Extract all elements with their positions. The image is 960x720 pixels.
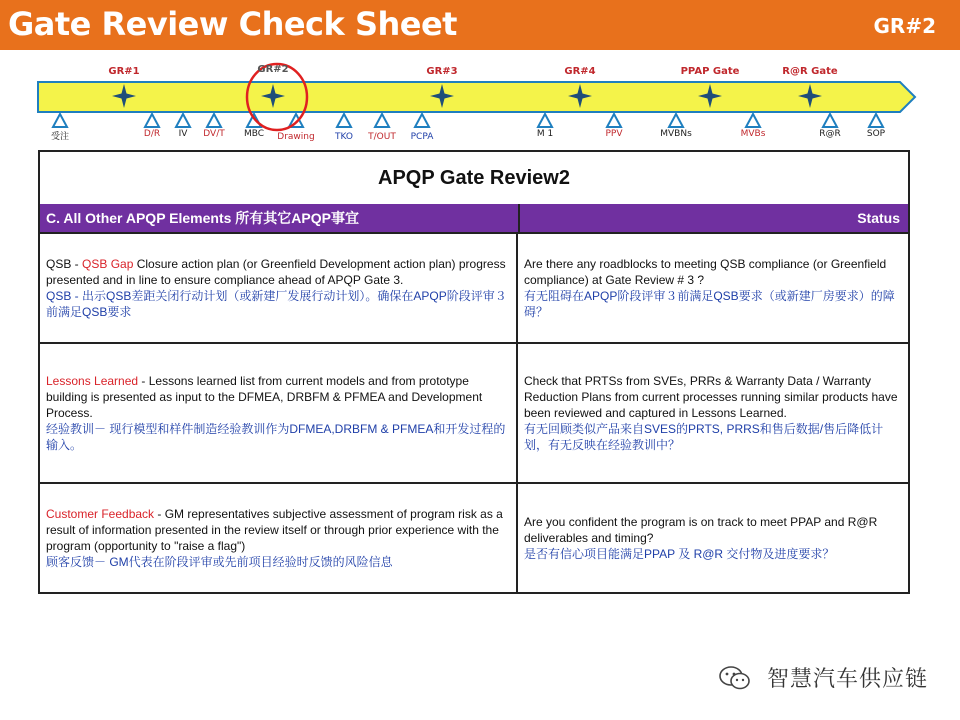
milestone-triangle-icon [869,114,883,127]
milestone-label: M 1 [536,129,554,139]
milestone-triangle-icon [538,114,552,127]
table-row [40,234,908,344]
row-status-cell: Are you confident the program is on track to meet PPAP and R@R deliverables and timing? 是否有信心项目能满足PPAP 及 R@R 交付物及进度要求？ [524,515,878,561]
gate-timeline [0,52,960,152]
gate-label: GR#3 [426,66,458,77]
status-header: Status [857,210,900,226]
milestone-triangle-icon [145,114,159,127]
row-status-cell: Are there any roadblocks to meeting QSB compliance (or Greenfield compliance) at Gate Review # 3 ? 有无阻碍在APQP阶段评审３前满足QSB要求（或新建厂房要求）的障碍？ [524,257,895,319]
milestone-label: D/R [143,129,161,139]
milestone-label: PPV [605,129,623,139]
milestone-label: MBC [243,129,265,139]
milestone-label: T/OUT [368,132,396,142]
milestone-label: SOP [866,129,886,139]
review-sheet [38,150,910,594]
milestone-triangle-icon [669,114,683,127]
gate-label: PPAP Gate [680,66,740,77]
milestone-triangle-icon [337,114,351,127]
milestone-triangle-icon [247,114,261,127]
wechat-icon [718,664,752,692]
header-bar [0,0,960,50]
milestone-triangle-icon [375,114,389,127]
milestone-triangle-icon [415,114,429,127]
milestone-label: MVBs [740,129,766,139]
milestone-triangle-icon [176,114,190,127]
gate-label: GR#2 [257,64,289,75]
milestone-label: MVBNs [660,129,692,139]
gate-code: GR#2 [873,14,936,38]
milestone-triangle-icon [207,114,221,127]
row-criteria-cell: Lessons Learned - Lessons learned list from current models and from prototype building is presented as input to the DFMEA, DRBFM & PFMEA and Development Process. 经验教训－ 现行模型和样件制造经验教训作为DFMEA,DRBFM & PFMEA和开发过程的输入。 [40,344,518,482]
gate-label: GR#4 [564,66,596,77]
row-status-cell: Check that PRTSs from SVEs, PRRs & Warranty Data / Warranty Reduction Plans from current processes running similar products have been reviewed and captured in Lessons Learned. 有无回顾类似产品来自SVES的PRTS, PRRS和售后数据/售后降低计划，有无反映在经验教训中？ [524,374,898,452]
section-title: C. All Other APQP Elements 所有其它APQP事宜 [46,210,359,226]
milestone-label: PCPA [410,132,434,142]
gate-label: R@R Gate [782,66,838,77]
watermark-text: 智慧汽车供应链 [766,667,928,692]
table-row [40,344,908,484]
section-header [40,204,908,234]
milestone-triangle-icon [746,114,760,127]
milestone-label: TKO [335,132,353,142]
page-title: Gate Review Check Sheet [8,5,457,43]
milestone-triangle-icon [823,114,837,127]
row-criteria-cell: Customer Feedback - GM representatives subjective assessment of program risk as a result of information presented in the review itself or through prior experience with the program (opportunity to "raise a flag") 顾客反馈－ GM代表在阶段评审或先前项目经验时反馈的风险信息 [40,484,518,592]
milestone-triangle-icon [53,114,67,127]
gate-label: GR#1 [108,66,140,77]
table-row [40,484,908,592]
milestone-label: R@R [819,129,841,139]
milestone-label: Drawing [277,132,315,142]
milestone-label: DV/T [203,129,225,139]
row-criteria-cell: QSB - QSB Gap Closure action plan (or Greenfield Development action plan) progress presented and in line to ensure compliance ahead of APQP Gate 3. QSB - 出示QSB差距关闭行动计划（或新建厂发展行动计划）。确保在APQP阶段评审３前满足QSB要求 [40,234,518,342]
milestone-label: 受注 [50,132,70,142]
sheet-title: APQP Gate Review2 [40,152,908,206]
milestone-label: IV [178,129,188,139]
milestone-triangle-icon [607,114,621,127]
